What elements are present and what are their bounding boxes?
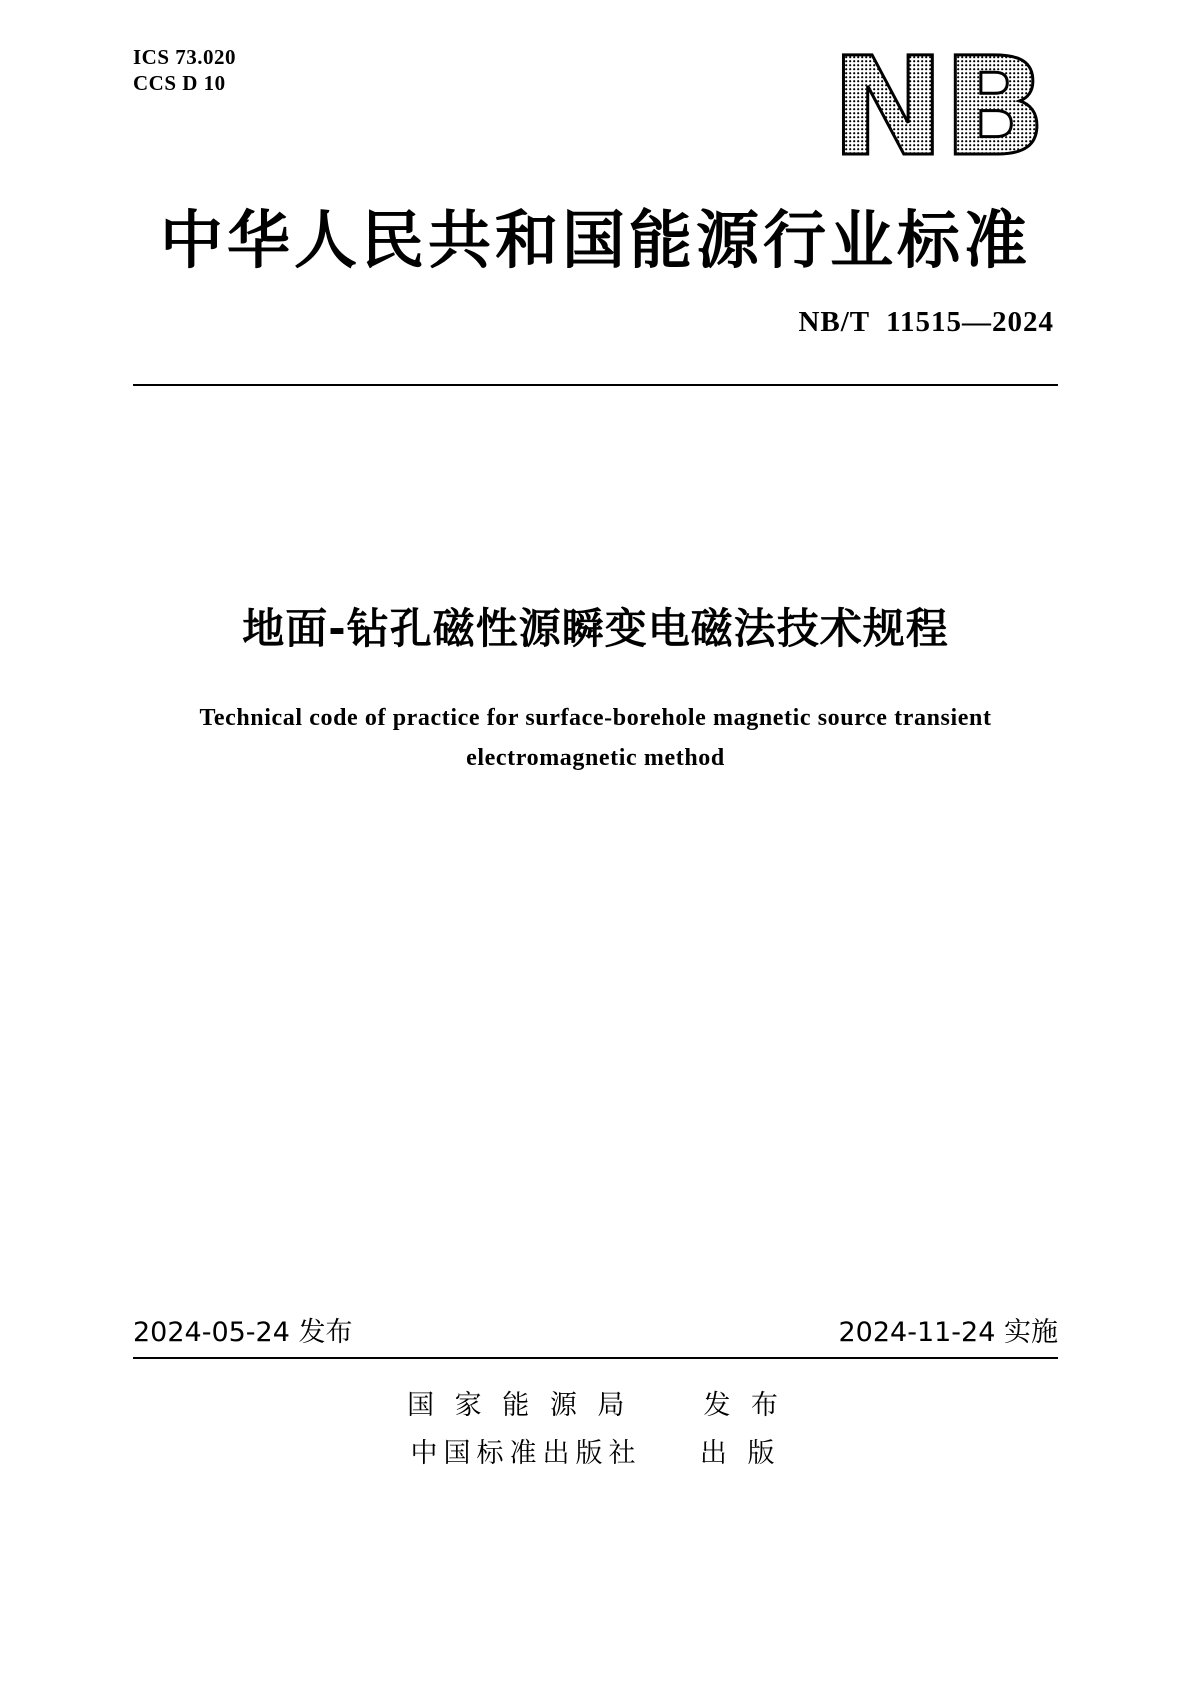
ccs-code: CCS D 10: [133, 71, 226, 95]
publisher-block: [0, 1382, 1191, 1478]
document-title-en-line1: Technical code of practice for surface-borehole magnetic source transient: [199, 705, 992, 731]
classification-codes: [133, 44, 236, 96]
document-title-cn: 地面-钻孔磁性源瞬变电磁法技术规程: [242, 604, 949, 653]
issue-date: 2024-05-24 发布: [133, 1317, 353, 1348]
implementation-date: 2024-11-24 实施: [838, 1317, 1058, 1348]
ics-code: ICS 73.020: [133, 45, 237, 69]
document-title-en-line2: electromagnetic method: [466, 745, 725, 771]
issuing-authority: 国 家 能 源 局 发 布: [407, 1390, 784, 1421]
page-title: 中华人民共和国能源行业标准: [160, 204, 1031, 277]
nb-logo-icon: [829, 32, 1059, 167]
standard-number: NB/T 11515—2024: [798, 306, 1054, 338]
document-title-en: [170, 698, 1021, 778]
svg-text:NB: NB: [831, 32, 1045, 167]
divider-top: [133, 384, 1058, 386]
publishing-house: 中国标准出版社 出 版: [410, 1438, 781, 1469]
divider-bottom: [133, 1357, 1058, 1359]
